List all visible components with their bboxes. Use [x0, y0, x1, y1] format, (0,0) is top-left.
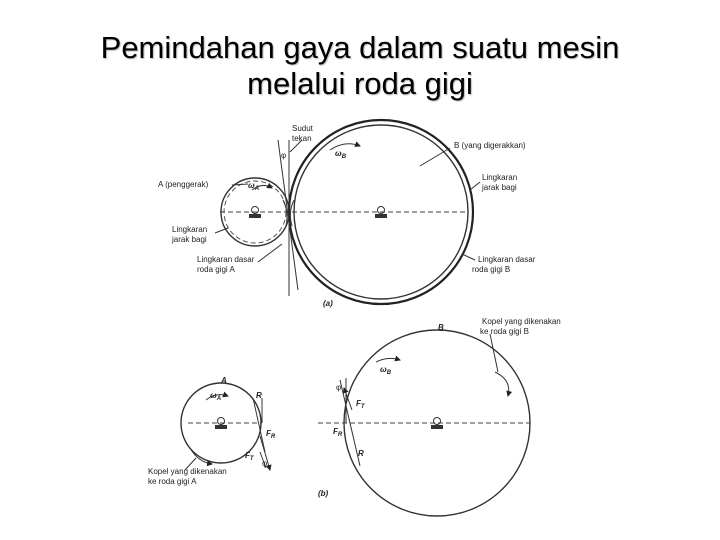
label-omega-b: $\omega_B$ — [335, 149, 347, 160]
label-gear-a-driver: A (penggerak) — [158, 180, 209, 189]
omega-b-arrow-b — [376, 358, 400, 362]
couple-b-arrow — [495, 372, 509, 396]
label-phi-right: φ — [336, 383, 342, 392]
leader-pitch-b — [470, 182, 480, 190]
label-pitch-circle-a-1: Lingkaran — [172, 225, 208, 234]
label-phi-left: φ — [262, 459, 268, 468]
label-sudut: Sudut — [292, 124, 313, 133]
figure-a — [158, 120, 536, 308]
label-pitch-circle-b-2: jarak bagi — [482, 183, 517, 192]
label-phi-a: φ — [281, 151, 287, 160]
caption-a: (a) — [323, 299, 333, 308]
label-ft-right: $F_T$ — [356, 399, 365, 410]
label-omega-a-b: $\omega_A$ — [210, 391, 222, 402]
label-base-circle-a-1: Lingkaran dasar — [197, 255, 255, 264]
label-couple-b-2: ke roda gigi B — [480, 327, 529, 336]
leader-couple-b — [490, 334, 498, 372]
title-line-1: Pemindahan gaya dalam suatu mesin — [100, 30, 620, 65]
label-pitch-circle-b-1: Lingkaran — [482, 173, 518, 182]
label-fr-right: $F_R$ — [333, 427, 343, 438]
pressure-line — [278, 140, 298, 290]
label-ft-left: $F_T$ — [245, 451, 254, 462]
label-gear-b: B — [438, 323, 444, 332]
label-couple-a-1: Kopel yang dikenakan — [148, 467, 227, 476]
label-r-bottom: R — [358, 449, 364, 458]
label-omega-a: $\omega_A$ — [248, 181, 260, 192]
figure-b — [148, 317, 561, 516]
label-base-circle-b-2: roda gigi B — [472, 265, 511, 274]
leader-base-a — [258, 244, 282, 262]
label-gear-a: A — [221, 376, 227, 385]
label-couple-a-2: ke roda gigi A — [148, 477, 197, 486]
label-omega-b-b: $\omega_B$ — [380, 365, 392, 376]
label-base-circle-a-2: roda gigi A — [197, 265, 235, 274]
label-couple-b-1: Kopel yang dikenakan — [482, 317, 561, 326]
title-line-2: melalui roda gigi — [247, 66, 473, 101]
label-fr-left: $F_R$ — [266, 429, 276, 440]
leader-gear-b — [420, 148, 450, 166]
leader-base-b — [462, 254, 475, 260]
label-tekan: tekan — [292, 134, 312, 143]
label-gear-b-driven: B (yang digerakkan) — [454, 141, 526, 150]
label-pitch-circle-a-2: jarak bagi — [172, 235, 207, 244]
label-base-circle-b-1: Lingkaran dasar — [478, 255, 536, 264]
caption-b: (b) — [318, 489, 329, 498]
label-r-top: R — [256, 391, 262, 400]
